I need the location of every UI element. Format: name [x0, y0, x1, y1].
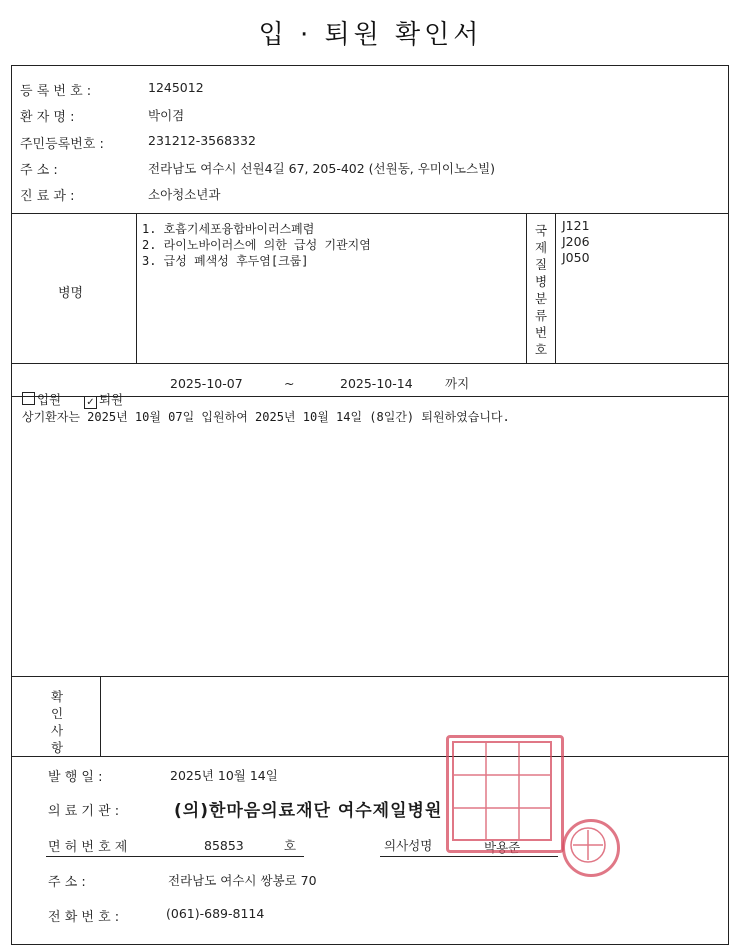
diagnosis-item: 2. 라이노바이러스에 의한 급성 기관지염: [142, 238, 371, 252]
department-value: 소아청소년과: [148, 187, 221, 202]
icd-code: J206: [562, 234, 590, 249]
document-title: 입 · 퇴원 확인서: [258, 20, 483, 50]
institution-label: 의 료 기 관 :: [48, 804, 120, 819]
hospital-seal: [446, 735, 564, 853]
discharge-checkbox[interactable]: ✓: [84, 396, 97, 409]
icd-code: J050: [562, 250, 590, 265]
phone-value: (061)-689-8114: [166, 906, 265, 921]
address-value: 전라남도 여수시 선원4길 67, 205-402 (선원동, 우미이노스빌): [148, 161, 496, 176]
reg-no-value: 1245012: [148, 80, 204, 95]
reg-no-label: 등 록 번 호 :: [20, 84, 92, 99]
discharge-label: 퇴원: [98, 392, 124, 407]
doctor-underline: [380, 856, 558, 857]
license-underline: [46, 856, 304, 857]
period-to: 2025-10-14: [340, 376, 413, 391]
issue-date-value: 2025년 10월 14일: [170, 768, 278, 783]
patient-name-label: 환 자 명 :: [20, 110, 75, 125]
diagnosis-item: 3. 급성 폐색성 후두염[크룹]: [142, 254, 309, 268]
period-until: 까지: [445, 376, 470, 391]
license-label: 면 허 번 호 제: [48, 840, 128, 855]
doctor-name: 박용준: [484, 840, 521, 855]
license-suffix: 호: [284, 838, 297, 853]
rrn-value: 231212-3568332: [148, 133, 256, 148]
statement-text: 상기환자는 2025년 10월 07일 입원하여 2025년 10월 14일 (8일간) 퇴원하였습니다.: [22, 410, 510, 424]
diagnosis-item: 1. 호흡기세포융합바이러스폐렴: [142, 222, 315, 236]
period-separator: ~: [284, 376, 295, 391]
license-number: 85853: [204, 838, 244, 853]
phone-label: 전 화 번 호 :: [48, 910, 120, 925]
patient-name-value: 박이겸: [148, 108, 185, 123]
icd-code: J121: [562, 218, 590, 233]
address-label: 주 소 :: [20, 163, 58, 178]
rrn-label: 주민등록번호 :: [20, 137, 104, 152]
period-from: 2025-10-07: [170, 376, 243, 391]
doctor-label: 의사성명: [384, 838, 433, 853]
confirm-label: 확인사항: [50, 689, 64, 755]
institution-address: 전라남도 여수시 쌍봉로 70: [168, 873, 317, 888]
hospital-seal-graphic: [449, 738, 555, 844]
admission-label: 입원: [36, 392, 62, 407]
discharge-option: [76, 375, 123, 409]
issue-date-label: 발 행 일 :: [48, 770, 103, 785]
diagnosis-label: 병명: [58, 286, 84, 301]
admission-checkbox[interactable]: [22, 392, 35, 405]
icd-code-label: 국제질병분류번호: [534, 223, 548, 357]
doctor-seal: [562, 819, 620, 877]
department-label: 진 료 과 :: [20, 189, 75, 204]
institution-name: (의)한마음의료재단 여수제일병원: [174, 801, 443, 821]
doctor-seal-graphic: [565, 822, 611, 868]
institution-address-label: 주 소 :: [48, 875, 86, 890]
admission-option: [14, 375, 61, 408]
